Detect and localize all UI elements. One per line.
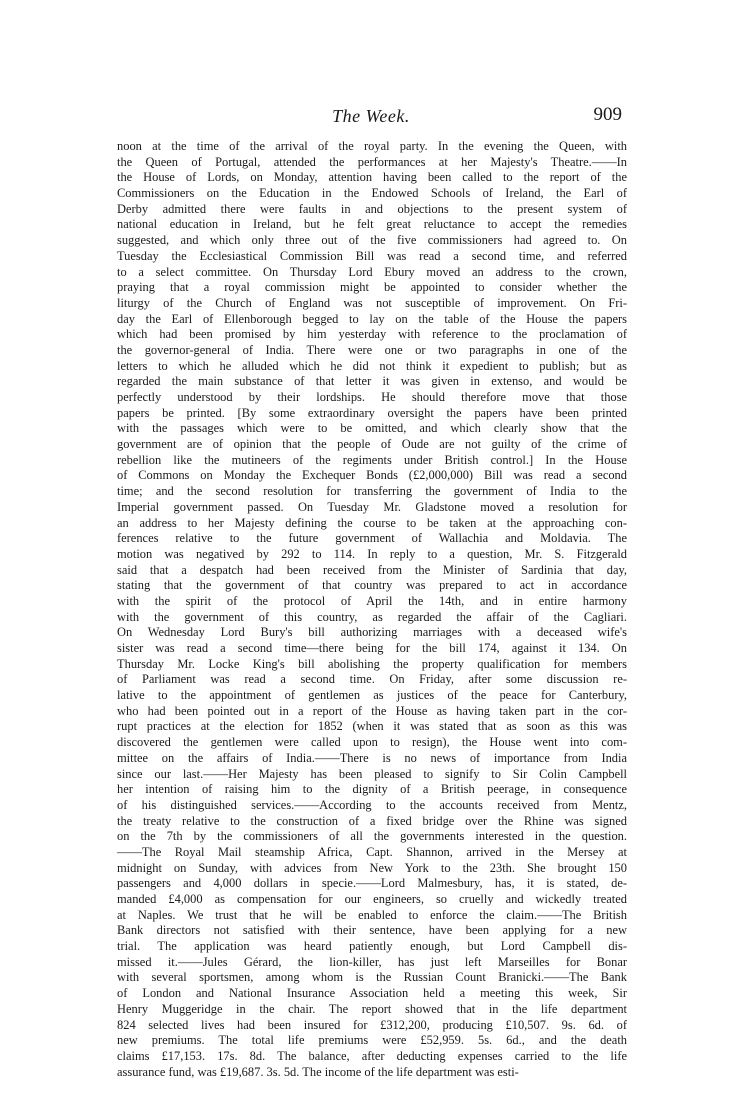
text-line: On Wednesday Lord Bury's bill authorizing marriages with a deceased wife's — [117, 625, 627, 640]
text-line: 824 selected lives had been insured for £312,200, producing £10,507. 9s. 6d. of — [117, 1017, 627, 1032]
text-line: Derby admitted there were faults in and objections to the present system of — [117, 201, 627, 216]
text-line: on the 7th by the commissioners of all the governments interested in the question. — [117, 829, 627, 844]
text-line: the House of Lords, on Monday, attention having been called to the report of the — [117, 170, 627, 185]
text-line: stating that the government of that country was prepared to act in accordance — [117, 578, 627, 593]
text-line: at Naples. We trust that he will be enabled to enforce the claim.——The British — [117, 907, 627, 922]
text-line: the treaty relative to the construction of a fixed bridge over the Rhine was signed — [117, 813, 627, 828]
text-line: Bank directors not satisfied with their sentence, have been applying for a new — [117, 923, 627, 938]
text-line: the Queen of Portugal, attended the performances at her Majesty's Theatre.——In — [117, 154, 627, 169]
text-line: of Commons on Monday the Exchequer Bonds (£2,000,000) Bill was read a second — [117, 468, 627, 483]
text-line: of London and National Insurance Association held a meeting this week, Sir — [117, 986, 627, 1001]
text-line: ferences relative to the future government of Wallachia and Moldavia. The — [117, 531, 627, 546]
text-line: sister was read a second time—there being for the bill 174, against it 134. On — [117, 641, 627, 655]
text-line: time; and the second resolution for transferring the government of India to the — [117, 484, 627, 499]
text-line: claims £17,153. 17s. 8d. The balance, after deducting expenses carried to the life — [117, 1048, 627, 1063]
text-line: noon at the time of the arrival of the royal party. In the evening the Queen, with — [117, 139, 627, 153]
text-line: national education in Ireland, but he felt great reluctance to accept the remedies — [117, 217, 627, 232]
text-line: with the government of this country, as regarded the affair of the Cagliari. — [117, 609, 627, 624]
text-line: Commissioners on the Education in the Endowed Schools of Ireland, the Earl of — [117, 186, 627, 201]
text-line: her intention of raising him to the dignity of a British peerage, in consequence — [117, 782, 627, 797]
text-line: missed it.——Jules Gérard, the lion-killer, has just left Marseilles for Bonar — [117, 954, 627, 969]
text-line: since our last.——Her Majesty has been pleased to signify to Sir Colin Campbell — [117, 766, 627, 781]
text-line: rebellion like the mutineers of the regiments under British control.] In the House — [117, 452, 627, 467]
text-line: rupt practices at the election for 1852 (when it was stated that as soon as this was — [117, 719, 627, 734]
text-line: manded £4,000 as compensation for our engineers, so cruelly and wickedly treated — [117, 892, 627, 906]
text-line: liturgy of the Church of England was not susceptible of improvement. On Fri- — [117, 295, 627, 310]
text-line: mittee on the affairs of India.——There is no news of importance from India — [117, 750, 627, 765]
text-line: the governor-general of India. There were one or two paragraphs in one of the — [117, 342, 627, 357]
text-line: with the spirit of the protocol of April the 14th, and in entire harmony — [117, 593, 627, 608]
text-line: papers be printed. [By some extraordinary oversight the papers have been printed — [117, 405, 627, 420]
text-line: perfectly understood by their lordships. He should therefore move that those — [117, 390, 627, 404]
text-line: which had been promised by him yesterday with reference to the proclamation of — [117, 327, 627, 342]
text-line: new premiums. The total life premiums were £52,959. 5s. 6d., and the death — [117, 1033, 627, 1048]
text-line: lative to the appointment of gentlemen as justices of the peace for Canterbury, — [117, 688, 627, 703]
text-line: assurance fund, was £19,687. 3s. 5d. The income of the life department was esti- — [117, 1064, 519, 1079]
text-line: with the passages which were to be omitted, and which clearly show that the — [117, 421, 627, 436]
text-line: of his distinguished services.——According to the accounts received from Mentz, — [117, 797, 627, 812]
text-line: Imperial government passed. On Tuesday Mr. Gladstone moved a resolution for — [117, 499, 627, 514]
text-line: trial. The application was heard patiently enough, but Lord Campbell dis- — [117, 939, 627, 954]
text-line: ——The Royal Mail steamship Africa, Capt. Shannon, arrived in the Mersey at — [117, 844, 627, 859]
text-line: said that a despatch had been received from the Minister of Sardinia that day, — [117, 562, 627, 577]
running-title: The Week. — [332, 106, 410, 126]
text-line: of Parliament was read a second time. On Friday, after some discussion re- — [117, 672, 627, 687]
article-body — [117, 139, 627, 1080]
text-line: to a select committee. On Thursday Lord Ebury moved an address to the crown, — [117, 264, 627, 279]
text-line: Tuesday the Ecclesiastical Commission Bill was read a second time, and referred — [117, 248, 627, 263]
text-line: an address to her Majesty defining the course to be taken at the approaching con- — [117, 515, 627, 530]
text-line: regarded the main substance of that letter it was given in extenso, and would be — [117, 374, 627, 389]
text-line: Thursday Mr. Locke King's bill abolishing the property qualification for members — [117, 656, 627, 671]
text-line: government are of opinion that the people of Oude are not guilty of the crime of — [117, 437, 627, 452]
text-line: motion was negatived by 292 to 114. In reply to a question, Mr. S. Fitzgerald — [117, 546, 627, 561]
text-line: passengers and 4,000 dollars in specie.——Lord Malmesbury, has, it is stated, de- — [117, 876, 627, 891]
text-line: Henry Muggeridge in the chair. The report showed that in the life department — [117, 1001, 627, 1016]
text-line: praying that a royal commission might be appointed to consider whether the — [117, 280, 627, 295]
text-line: letters to which he alluded which he did not think it expedient to publish; but as — [117, 358, 627, 373]
text-line: who had been pointed out in a report of the House as having taken part in the cor- — [117, 703, 627, 718]
text-line: suggested, and which only three out of the five commissioners had agreed to. On — [117, 233, 627, 248]
text-line: day the Earl of Ellenborough begged to lay on the table of the House the papers — [117, 311, 627, 326]
page-number: 909 — [593, 104, 622, 125]
text-line: discovered the gentlemen were called upon to resign), the House went into com- — [117, 735, 627, 750]
text-line: midnight on Sunday, with advices from New York to the 23th. She brought 150 — [117, 860, 627, 875]
page-header — [120, 104, 622, 134]
text-line: with several sportsmen, among whom is the Russian Count Branicki.——The Bank — [117, 970, 627, 985]
